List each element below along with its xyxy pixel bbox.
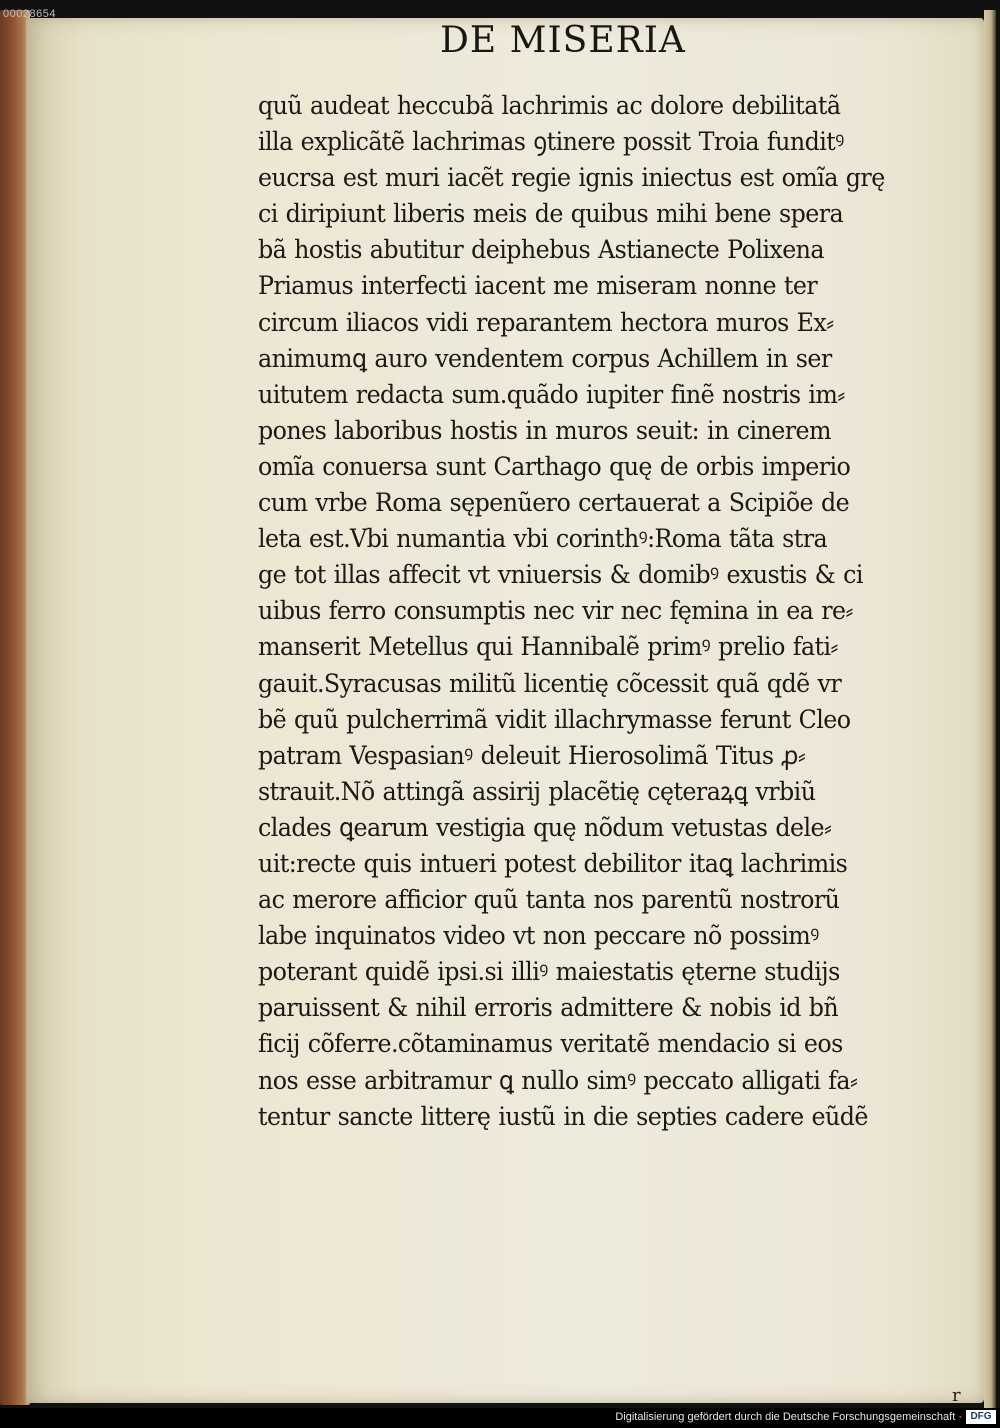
text-line: uitutem redacta sum.quãdo iupiter finẽ nostris im⸗ xyxy=(258,379,845,409)
text-line: eucrsa est muri iacẽt regie ignis iniectus est omĩa grę xyxy=(258,163,885,193)
page-edge xyxy=(984,10,996,1410)
text-line: bẽ quũ pulcherrimã vidit illachrymasse ferunt Cleo xyxy=(258,704,851,734)
text-line: pones laboribus hostis in muros seuit: in cinerem xyxy=(258,415,831,445)
text-line: leta est.Vbi numantia vbi corinthꝰ:Roma tãta stra xyxy=(258,524,828,554)
text-line: ac merore afficior quũ tanta nos parentũ nostrorũ xyxy=(258,885,840,915)
text-line: tentur sancte litterę iustũ in die septies cadere eũdẽ xyxy=(258,1101,868,1131)
text-line: gauit.Syracusas militũ licentię cõcessit quã qdẽ vr xyxy=(258,668,842,698)
text-line: nos esse arbitramur ꝗ nullo simꝰ peccato alligati fa⸗ xyxy=(258,1065,858,1095)
text-line: manserit Metellus qui Hannibalẽ primꝰ prelio fati⸗ xyxy=(258,632,838,662)
text-line: ci diripiunt liberis meis de quibus mihi bene spera xyxy=(258,199,844,229)
text-line: ficij cõferre.cõtaminamus veritatẽ mendacio si eos xyxy=(258,1029,843,1059)
text-line: animumꝗ auro vendentem corpus Achillem in ser xyxy=(258,343,832,373)
text-line: ge tot illas affecit vt vniuersis & domibꝰ exustis & ci xyxy=(258,560,863,590)
text-line: circum iliacos vidi reparantem hectora muros Ex⸗ xyxy=(258,307,834,337)
text-line: paruissent & nihil erroris admittere & nobis id bñ xyxy=(258,993,839,1023)
running-head: DE MISERIA xyxy=(440,20,686,61)
text-line: illa explicãtẽ lachrimas ꝯtinere possit Troia funditꝰ xyxy=(258,127,844,157)
signature-mark: r xyxy=(952,1385,961,1406)
text-line: quũ audeat heccubã lachrimis ac dolore debilitatã xyxy=(258,91,841,120)
scan-id: 00028654 xyxy=(3,8,56,20)
footer-credit: Digitalisierung gefördert durch die Deutsche Forschungsgemeinschaft · xyxy=(615,1411,962,1423)
text-line: strauit.Nõ attingã assirij placẽtię cęteraꝝꝗ vrbiũ xyxy=(258,776,816,806)
text-line: clades ꝗearum vestigia quę nõdum vetustas dele⸗ xyxy=(258,812,832,842)
text-line: uibus ferro consumptis nec vir nec fęmina in ea re⸗ xyxy=(258,596,853,626)
text-line: bã hostis abutitur deiphebus Astianecte Polixena xyxy=(258,235,825,265)
text-line: Priamus interfecti iacent me miseram nonne ter xyxy=(258,271,818,301)
text-line: uit:recte quis intueri potest debilitor itaꝗ lachrimis xyxy=(258,848,848,878)
text-line: poterant quidẽ ipsi.si illiꝰ maiestatis ęterne studijs xyxy=(258,957,840,987)
text-line: patram Vespasianꝰ deleuit Hierosolimã Titus ꝓ⸗ xyxy=(258,740,806,770)
dfg-logo: DFG xyxy=(966,1410,996,1424)
text-line: omĩa conuersa sunt Carthago quę de orbis imperio xyxy=(258,451,851,481)
text-line: cum vrbe Roma sępenũero certauerat a Scipiõe de xyxy=(258,488,850,518)
text-line: labe inquinatos video vt non peccare nõ possimꝰ xyxy=(258,921,819,951)
footer-bar xyxy=(0,1408,1000,1428)
text-block xyxy=(258,88,958,1135)
